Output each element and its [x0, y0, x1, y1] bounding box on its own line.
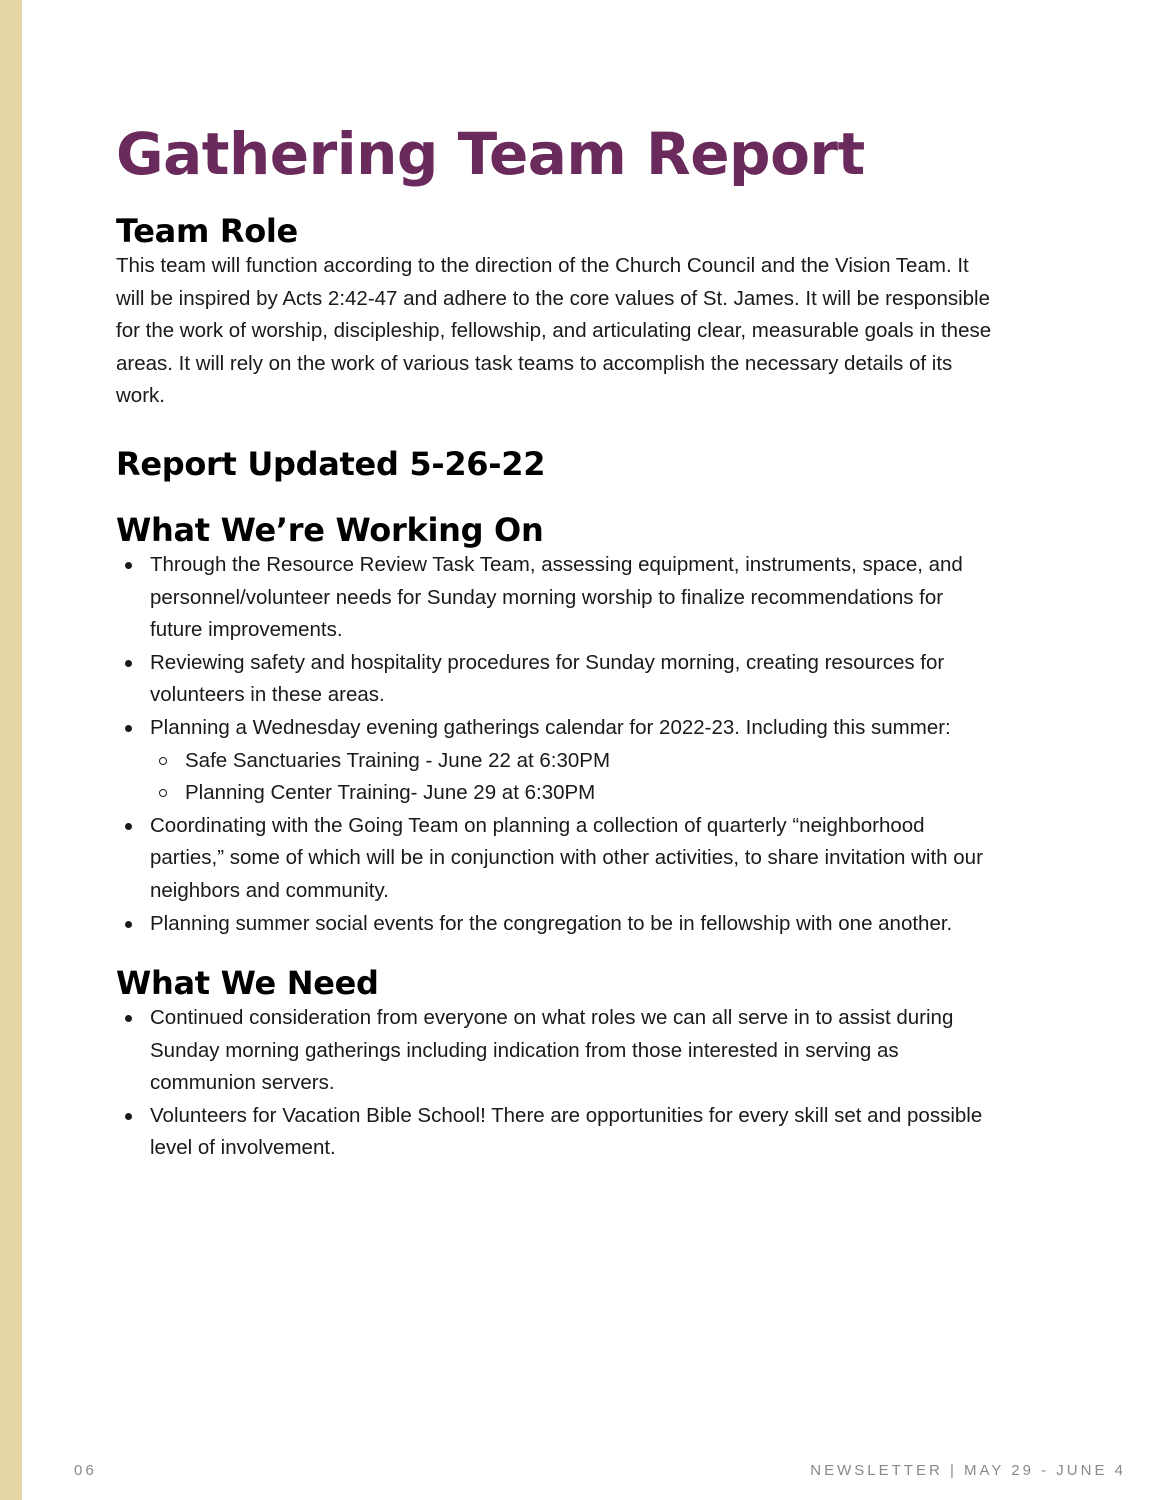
list-item [116, 647, 996, 712]
report-updated-heading: Report Updated 5-26-22 [116, 444, 546, 483]
page-title: Gathering Team Report [116, 120, 865, 188]
bullet-icon [125, 1015, 132, 1022]
what-we-need-heading: What We Need [116, 964, 379, 1003]
team-role-heading: Team Role [116, 212, 298, 250]
bullet-icon [125, 660, 132, 667]
page-number: 06 [74, 1462, 97, 1479]
list-item [116, 1100, 996, 1165]
list-item-text: Through the Resource Review Task Team, assessing equipment, instruments, space, and personnel/volunteer needs for Sunday morning worship to finalize recommendations for future improvements. [150, 552, 963, 642]
need-list [116, 1002, 996, 1165]
sub-list-item [150, 777, 996, 810]
list-item [116, 810, 996, 908]
bullet-icon [125, 1113, 132, 1120]
list-item-text: Continued consideration from everyone on what roles we can all serve in to assist during Sunday morning gatherings including indication from those interested in serving as communion servers. [150, 1006, 954, 1095]
page-content [116, 118, 996, 1165]
training-sublist [150, 745, 996, 810]
list-item-text: Volunteers for Vacation Bible School! There are opportunities for every skill set and possible level of involvement. [150, 1103, 983, 1160]
working-on-list [116, 549, 996, 940]
sub-list-item-text: Planning Center Training- June 29 at 6:30PM [185, 781, 596, 805]
sub-list-item [150, 745, 996, 778]
circle-bullet-icon [159, 757, 167, 765]
list-item [116, 908, 996, 941]
bullet-icon [125, 725, 132, 732]
list-item [116, 1002, 996, 1100]
list-item-text: Planning summer social events for the congregation to be in fellowship with one another. [150, 911, 953, 935]
bullet-icon [125, 562, 132, 569]
list-item-text: Coordinating with the Going Team on planning a collection of quarterly “neighborhood parties,” some of which will be in conjunction with other activities, to share invitation with our neighbors and community. [150, 813, 983, 902]
list-item [116, 549, 996, 647]
newsletter-footer: NEWSLETTER | MAY 29 - JUNE 4 [810, 1462, 1126, 1479]
circle-bullet-icon [159, 789, 167, 797]
bullet-icon [125, 921, 132, 928]
list-item-text: Reviewing safety and hospitality procedures for Sunday morning, creating resources for volunteers in these areas. [150, 650, 945, 707]
sub-list-item-text: Safe Sanctuaries Training - June 22 at 6:30PM [185, 748, 611, 772]
list-item-text: Planning a Wednesday evening gatherings calendar for 2022-23. Including this summer: [150, 715, 951, 739]
bullet-icon [125, 823, 132, 830]
working-on-heading: What We’re Working On [116, 510, 544, 549]
side-accent-bar [0, 0, 22, 1500]
list-item [116, 712, 996, 810]
team-role-text: This team will function according to the direction of the Church Council and the Vision Team. It will be inspired by Acts 2:42-47 and adhere to the core values of St. James. It will be responsible for the work of worship, discipleship, fellowship, and articulating clear, measurable goals in these areas. It will rely on the work of various task teams to accomplish the necessary details of its work. [116, 254, 992, 408]
